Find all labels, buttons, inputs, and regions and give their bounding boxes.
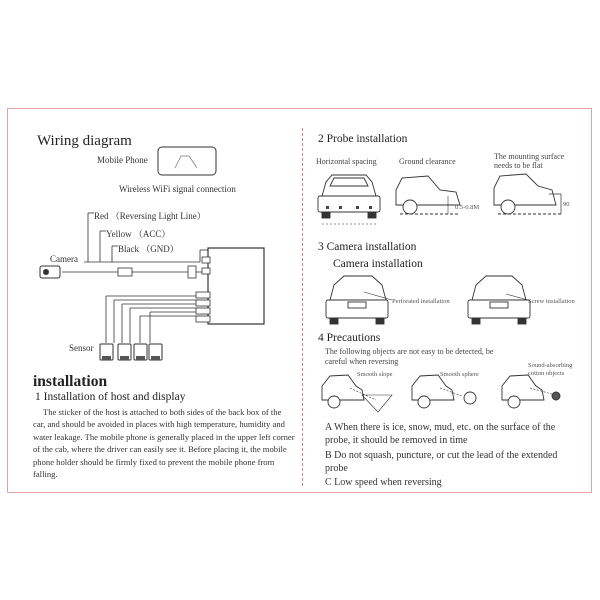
camera-label: Camera (50, 254, 78, 264)
camera-installation-subtitle: Camera installation (333, 258, 423, 270)
wifi-label: Wireless WiFi signal connection (119, 184, 236, 194)
perforated-installation-label: Perforated installation (392, 298, 450, 305)
smooth-slope-label: Smooth slope (357, 371, 393, 378)
probe-installation-title: 2 Probe installation (318, 133, 408, 145)
black-wire-label: Black （GND） (118, 244, 179, 254)
wiring-diagram-title: Wiring diagram (37, 133, 132, 149)
red-wire-label: Red （Reversing Light Line） (94, 211, 206, 221)
host-display-paragraph: The sticker of the host is attached to both sides of the back box of the car, and should be avoided in places with high temperature, humidity and water leakage. The mobile phone is generally placed in the upper left corner of the cab, where the driver can easily see it. Before placing it, the mobile phone holder should be firmly fixed to prevent the mobile phone from falling. (33, 407, 295, 480)
mounting-surface-label: The mounting surface needs to be flat (494, 152, 565, 170)
probe-angle-value: 90 (563, 201, 570, 208)
screw-installation-label: Screw installation (528, 298, 575, 305)
precaution-item-b: B Do not squash, puncture, or cut the lead of the extended probe (325, 450, 558, 474)
precautions-title: 4 Precautions (318, 332, 381, 344)
probe-spacing-value: 0.5-0.8M (455, 204, 480, 211)
smooth-sphere-label: Smooth sphere (440, 371, 479, 378)
host-display-heading: 1 Installation of host and display (35, 391, 186, 403)
mobile-phone-label: Mobile Phone (97, 155, 148, 165)
sound-absorbing-label: Sound-absorbing cotton objects (528, 362, 573, 377)
precautions-intro: The following objects are not easy to be detected, be careful when reversing (325, 347, 494, 366)
yellow-wire-label: Yellow （ACC） (106, 229, 171, 239)
precaution-item-a: A When there is ice, snow, mud, etc. on the surface of the probe, it should be removed in time (325, 422, 556, 446)
installation-title: installation (33, 373, 108, 390)
sensor-label: Sensor (69, 343, 94, 353)
ground-clearance-label: Ground clearance (399, 157, 456, 166)
precaution-item-c: C Low speed when reversing (325, 477, 442, 488)
camera-installation-title: 3 Camera installation (318, 241, 417, 253)
horizontal-spacing-label: Horizontal spacing (316, 157, 377, 166)
